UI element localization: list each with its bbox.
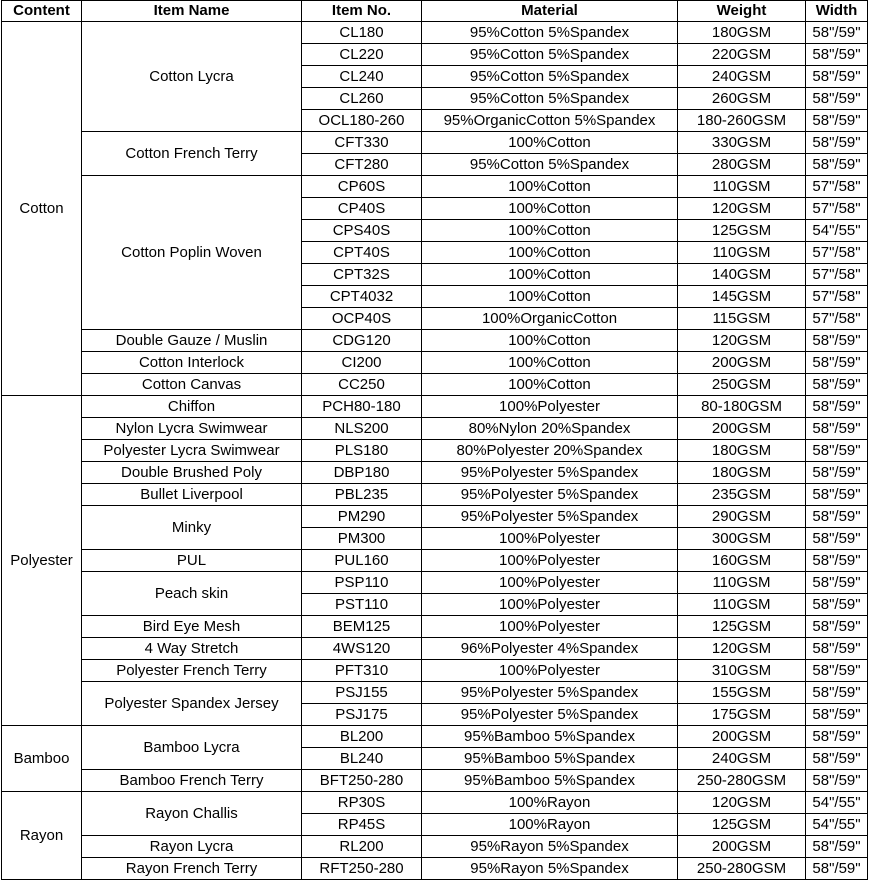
width-cell: 54"/55" [806, 814, 868, 836]
item-no-cell: PSJ155 [302, 682, 422, 704]
width-cell: 58"/59" [806, 704, 868, 726]
item-name-cell: Polyester Spandex Jersey [82, 682, 302, 726]
material-cell: 100%Polyester [422, 550, 678, 572]
item-no-cell: DBP180 [302, 462, 422, 484]
item-name-cell: Polyester French Terry [82, 660, 302, 682]
weight-cell: 180-260GSM [678, 110, 806, 132]
table-row [2, 396, 868, 418]
weight-cell: 180GSM [678, 440, 806, 462]
table-row [2, 682, 868, 704]
weight-cell: 120GSM [678, 638, 806, 660]
material-cell: 100%Cotton [422, 198, 678, 220]
material-cell: 100%Cotton [422, 176, 678, 198]
material-cell: 95%Cotton 5%Spandex [422, 44, 678, 66]
material-cell: 95%Polyester 5%Spandex [422, 506, 678, 528]
weight-cell: 200GSM [678, 418, 806, 440]
item-no-cell: PLS180 [302, 440, 422, 462]
material-cell: 100%Polyester [422, 594, 678, 616]
item-no-cell: BFT250-280 [302, 770, 422, 792]
material-cell: 95%Cotton 5%Spandex [422, 66, 678, 88]
width-cell: 58"/59" [806, 550, 868, 572]
width-cell: 58"/59" [806, 330, 868, 352]
item-no-cell: BL240 [302, 748, 422, 770]
item-name-cell: Bamboo French Terry [82, 770, 302, 792]
item-no-cell: RFT250-280 [302, 858, 422, 880]
width-cell: 58"/59" [806, 528, 868, 550]
item-no-cell: PCH80-180 [302, 396, 422, 418]
table-row [2, 176, 868, 198]
material-cell: 80%Polyester 20%Spandex [422, 440, 678, 462]
width-cell: 58"/59" [806, 132, 868, 154]
weight-cell: 120GSM [678, 792, 806, 814]
width-cell: 57"/58" [806, 264, 868, 286]
material-cell: 100%Polyester [422, 528, 678, 550]
table-row [2, 660, 868, 682]
weight-cell: 145GSM [678, 286, 806, 308]
material-cell: 95%Polyester 5%Spandex [422, 682, 678, 704]
header-item-name: Item Name [82, 1, 302, 22]
item-no-cell: CPT40S [302, 242, 422, 264]
width-cell: 58"/59" [806, 374, 868, 396]
table-row [2, 770, 868, 792]
item-name-cell: Rayon Challis [82, 792, 302, 836]
width-cell: 58"/59" [806, 660, 868, 682]
material-cell: 100%Polyester [422, 660, 678, 682]
material-cell: 100%Cotton [422, 330, 678, 352]
material-cell: 100%Polyester [422, 616, 678, 638]
material-cell: 95%Bamboo 5%Spandex [422, 770, 678, 792]
item-no-cell: OCP40S [302, 308, 422, 330]
item-no-cell: CP60S [302, 176, 422, 198]
item-no-cell: 4WS120 [302, 638, 422, 660]
width-cell: 57"/58" [806, 286, 868, 308]
material-cell: 95%Cotton 5%Spandex [422, 22, 678, 44]
material-cell: 95%Rayon 5%Spandex [422, 858, 678, 880]
header-width: Width [806, 1, 868, 22]
item-name-cell: Cotton Lycra [82, 22, 302, 132]
item-name-cell: Nylon Lycra Swimwear [82, 418, 302, 440]
width-cell: 58"/59" [806, 770, 868, 792]
weight-cell: 110GSM [678, 242, 806, 264]
item-no-cell: PM290 [302, 506, 422, 528]
weight-cell: 155GSM [678, 682, 806, 704]
width-cell: 58"/59" [806, 858, 868, 880]
weight-cell: 200GSM [678, 352, 806, 374]
item-no-cell: PBL235 [302, 484, 422, 506]
item-name-cell: Bullet Liverpool [82, 484, 302, 506]
width-cell: 57"/58" [806, 176, 868, 198]
item-name-cell: Cotton Poplin Woven [82, 176, 302, 330]
content-cell: Polyester [2, 396, 82, 726]
weight-cell: 140GSM [678, 264, 806, 286]
item-name-cell: PUL [82, 550, 302, 572]
material-cell: 100%Cotton [422, 132, 678, 154]
material-cell: 100%Rayon [422, 814, 678, 836]
item-no-cell: RP30S [302, 792, 422, 814]
weight-cell: 250-280GSM [678, 770, 806, 792]
header-item-no: Item No. [302, 1, 422, 22]
table-row [2, 616, 868, 638]
table-row [2, 792, 868, 814]
weight-cell: 240GSM [678, 748, 806, 770]
weight-cell: 110GSM [678, 572, 806, 594]
item-name-cell: Cotton Interlock [82, 352, 302, 374]
material-cell: 100%Cotton [422, 220, 678, 242]
width-cell: 58"/59" [806, 616, 868, 638]
weight-cell: 120GSM [678, 198, 806, 220]
material-cell: 100%Cotton [422, 286, 678, 308]
item-no-cell: CI200 [302, 352, 422, 374]
item-name-cell: Double Brushed Poly [82, 462, 302, 484]
weight-cell: 250GSM [678, 374, 806, 396]
item-name-cell: Chiffon [82, 396, 302, 418]
table-row [2, 858, 868, 880]
material-cell: 95%OrganicCotton 5%Spandex [422, 110, 678, 132]
item-no-cell: PUL160 [302, 550, 422, 572]
material-cell: 100%Cotton [422, 242, 678, 264]
width-cell: 58"/59" [806, 396, 868, 418]
weight-cell: 110GSM [678, 594, 806, 616]
fabric-spec-table [1, 0, 868, 880]
weight-cell: 290GSM [678, 506, 806, 528]
item-name-cell: Polyester Lycra Swimwear [82, 440, 302, 462]
item-no-cell: OCL180-260 [302, 110, 422, 132]
item-name-cell: Rayon Lycra [82, 836, 302, 858]
width-cell: 58"/59" [806, 748, 868, 770]
table-row [2, 550, 868, 572]
item-name-cell: Bird Eye Mesh [82, 616, 302, 638]
width-cell: 58"/59" [806, 22, 868, 44]
weight-cell: 235GSM [678, 484, 806, 506]
table-row [2, 352, 868, 374]
item-no-cell: CFT280 [302, 154, 422, 176]
item-no-cell: CL220 [302, 44, 422, 66]
item-no-cell: BL200 [302, 726, 422, 748]
width-cell: 58"/59" [806, 484, 868, 506]
item-no-cell: PFT310 [302, 660, 422, 682]
material-cell: 100%Cotton [422, 374, 678, 396]
material-cell: 95%Bamboo 5%Spandex [422, 748, 678, 770]
material-cell: 95%Bamboo 5%Spandex [422, 726, 678, 748]
table-row [2, 22, 868, 44]
weight-cell: 125GSM [678, 220, 806, 242]
content-cell: Cotton [2, 22, 82, 396]
weight-cell: 240GSM [678, 66, 806, 88]
weight-cell: 80-180GSM [678, 396, 806, 418]
material-cell: 100%Rayon [422, 792, 678, 814]
material-cell: 95%Cotton 5%Spandex [422, 88, 678, 110]
width-cell: 58"/59" [806, 154, 868, 176]
item-no-cell: PM300 [302, 528, 422, 550]
width-cell: 58"/59" [806, 88, 868, 110]
weight-cell: 280GSM [678, 154, 806, 176]
item-name-cell: Bamboo Lycra [82, 726, 302, 770]
width-cell: 58"/59" [806, 594, 868, 616]
header-content: Content [2, 1, 82, 22]
table-row [2, 132, 868, 154]
header-row [2, 1, 868, 22]
table-body [2, 22, 868, 880]
weight-cell: 115GSM [678, 308, 806, 330]
weight-cell: 120GSM [678, 330, 806, 352]
material-cell: 100%OrganicCotton [422, 308, 678, 330]
table-row [2, 638, 868, 660]
table-row [2, 374, 868, 396]
material-cell: 95%Cotton 5%Spandex [422, 154, 678, 176]
item-name-cell: Rayon French Terry [82, 858, 302, 880]
width-cell: 54"/55" [806, 792, 868, 814]
table-row [2, 484, 868, 506]
weight-cell: 160GSM [678, 550, 806, 572]
material-cell: 95%Polyester 5%Spandex [422, 484, 678, 506]
width-cell: 58"/59" [806, 572, 868, 594]
item-no-cell: RP45S [302, 814, 422, 836]
weight-cell: 300GSM [678, 528, 806, 550]
weight-cell: 330GSM [678, 132, 806, 154]
table-row [2, 440, 868, 462]
weight-cell: 200GSM [678, 726, 806, 748]
weight-cell: 175GSM [678, 704, 806, 726]
item-no-cell: PSP110 [302, 572, 422, 594]
table-row [2, 506, 868, 528]
weight-cell: 180GSM [678, 462, 806, 484]
width-cell: 58"/59" [806, 682, 868, 704]
item-no-cell: PST110 [302, 594, 422, 616]
width-cell: 58"/59" [806, 440, 868, 462]
width-cell: 58"/59" [806, 418, 868, 440]
width-cell: 58"/59" [806, 66, 868, 88]
material-cell: 95%Polyester 5%Spandex [422, 704, 678, 726]
weight-cell: 180GSM [678, 22, 806, 44]
width-cell: 57"/58" [806, 242, 868, 264]
table-row [2, 726, 868, 748]
material-cell: 100%Cotton [422, 352, 678, 374]
item-name-cell: Minky [82, 506, 302, 550]
material-cell: 100%Cotton [422, 264, 678, 286]
weight-cell: 125GSM [678, 616, 806, 638]
item-no-cell: CFT330 [302, 132, 422, 154]
table-row [2, 462, 868, 484]
item-no-cell: CPT32S [302, 264, 422, 286]
width-cell: 58"/59" [806, 110, 868, 132]
width-cell: 58"/59" [806, 638, 868, 660]
item-no-cell: NLS200 [302, 418, 422, 440]
width-cell: 58"/59" [806, 506, 868, 528]
content-cell: Rayon [2, 792, 82, 880]
item-no-cell: CL180 [302, 22, 422, 44]
material-cell: 80%Nylon 20%Spandex [422, 418, 678, 440]
item-no-cell: BEM125 [302, 616, 422, 638]
item-name-cell: Double Gauze / Muslin [82, 330, 302, 352]
item-no-cell: CL240 [302, 66, 422, 88]
material-cell: 95%Polyester 5%Spandex [422, 462, 678, 484]
item-no-cell: RL200 [302, 836, 422, 858]
item-no-cell: CDG120 [302, 330, 422, 352]
table-row [2, 418, 868, 440]
weight-cell: 310GSM [678, 660, 806, 682]
header-weight: Weight [678, 1, 806, 22]
weight-cell: 110GSM [678, 176, 806, 198]
item-name-cell: Cotton Canvas [82, 374, 302, 396]
width-cell: 58"/59" [806, 836, 868, 858]
weight-cell: 220GSM [678, 44, 806, 66]
width-cell: 57"/58" [806, 198, 868, 220]
header-material: Material [422, 1, 678, 22]
weight-cell: 125GSM [678, 814, 806, 836]
material-cell: 100%Polyester [422, 396, 678, 418]
material-cell: 100%Polyester [422, 572, 678, 594]
table-row [2, 572, 868, 594]
width-cell: 58"/59" [806, 726, 868, 748]
width-cell: 58"/59" [806, 462, 868, 484]
item-name-cell: 4 Way Stretch [82, 638, 302, 660]
item-no-cell: CPS40S [302, 220, 422, 242]
item-name-cell: Peach skin [82, 572, 302, 616]
table-row [2, 330, 868, 352]
item-no-cell: PSJ175 [302, 704, 422, 726]
material-cell: 95%Rayon 5%Spandex [422, 836, 678, 858]
width-cell: 54"/55" [806, 220, 868, 242]
width-cell: 57"/58" [806, 308, 868, 330]
item-no-cell: CC250 [302, 374, 422, 396]
width-cell: 58"/59" [806, 44, 868, 66]
item-no-cell: CL260 [302, 88, 422, 110]
width-cell: 58"/59" [806, 352, 868, 374]
weight-cell: 250-280GSM [678, 858, 806, 880]
material-cell: 96%Polyester 4%Spandex [422, 638, 678, 660]
item-name-cell: Cotton French Terry [82, 132, 302, 176]
weight-cell: 260GSM [678, 88, 806, 110]
table-row [2, 836, 868, 858]
weight-cell: 200GSM [678, 836, 806, 858]
content-cell: Bamboo [2, 726, 82, 792]
item-no-cell: CPT4032 [302, 286, 422, 308]
item-no-cell: CP40S [302, 198, 422, 220]
